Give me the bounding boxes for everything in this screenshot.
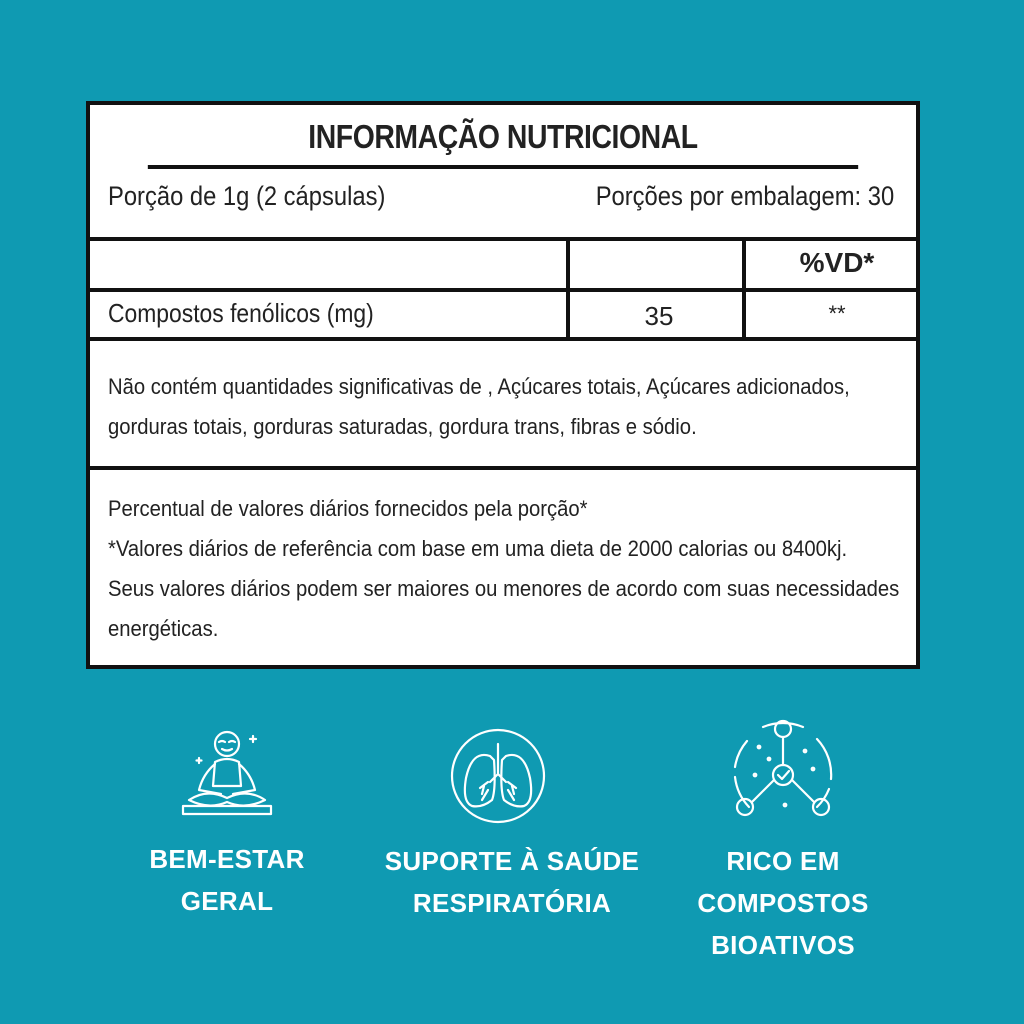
nutrient-vd: ** <box>828 301 846 326</box>
nutrient-amount: 35 <box>644 301 674 331</box>
benefit-caption-wellbeing <box>116 838 338 922</box>
portion-row <box>90 169 916 241</box>
note-line: gorduras totais, gorduras saturadas, gordura trans, fibras e sódio. <box>108 414 697 439</box>
note-line: energéticas. <box>108 616 219 641</box>
column-divider <box>566 241 570 337</box>
caption-line: GERAL <box>180 886 274 916</box>
caption-line: BEM-ESTAR <box>149 844 305 874</box>
note-line: *Valores diários de referência com base em uma dieta de 2000 calorias ou 8400kj. <box>108 536 848 561</box>
benefit-caption-bioactive <box>672 840 894 966</box>
caption-line: BIOATIVOS <box>711 930 855 960</box>
caption-line: RESPIRATÓRIA <box>412 888 612 918</box>
portion-size: Porção de 1g (2 cápsulas) <box>108 181 386 211</box>
lungs-icon <box>448 722 548 830</box>
nutrient-table <box>90 241 916 341</box>
benefit-caption-respiratory <box>362 840 662 924</box>
note-line: Seus valores diários podem ser maiores ou menores de acordo com suas necessidades <box>108 576 900 601</box>
meditation-icon <box>175 722 279 822</box>
table-header-divider <box>90 288 916 292</box>
nutrient-name: Compostos fenólicos (mg) <box>108 298 374 328</box>
vd-column-header: %VD* <box>799 247 875 278</box>
caption-line: SUPORTE À SAÚDE <box>384 846 640 876</box>
not-contains-note <box>90 341 916 470</box>
caption-line: RICO EM <box>726 846 840 876</box>
nutrition-facts-label <box>86 101 920 669</box>
caption-line: COMPOSTOS <box>697 888 869 918</box>
note-line: Percentual de valores diários fornecidos pela porção* <box>108 496 588 521</box>
daily-values-note <box>90 470 916 669</box>
molecule-icon <box>725 717 841 833</box>
label-title: INFORMAÇÃO NUTRICIONAL <box>148 105 858 169</box>
note-line: Não contém quantidades significativas de , Açúcares totais, Açúcares adicionados, <box>108 374 850 399</box>
portions-per-package: Porções por embalagem: 30 <box>595 181 894 211</box>
